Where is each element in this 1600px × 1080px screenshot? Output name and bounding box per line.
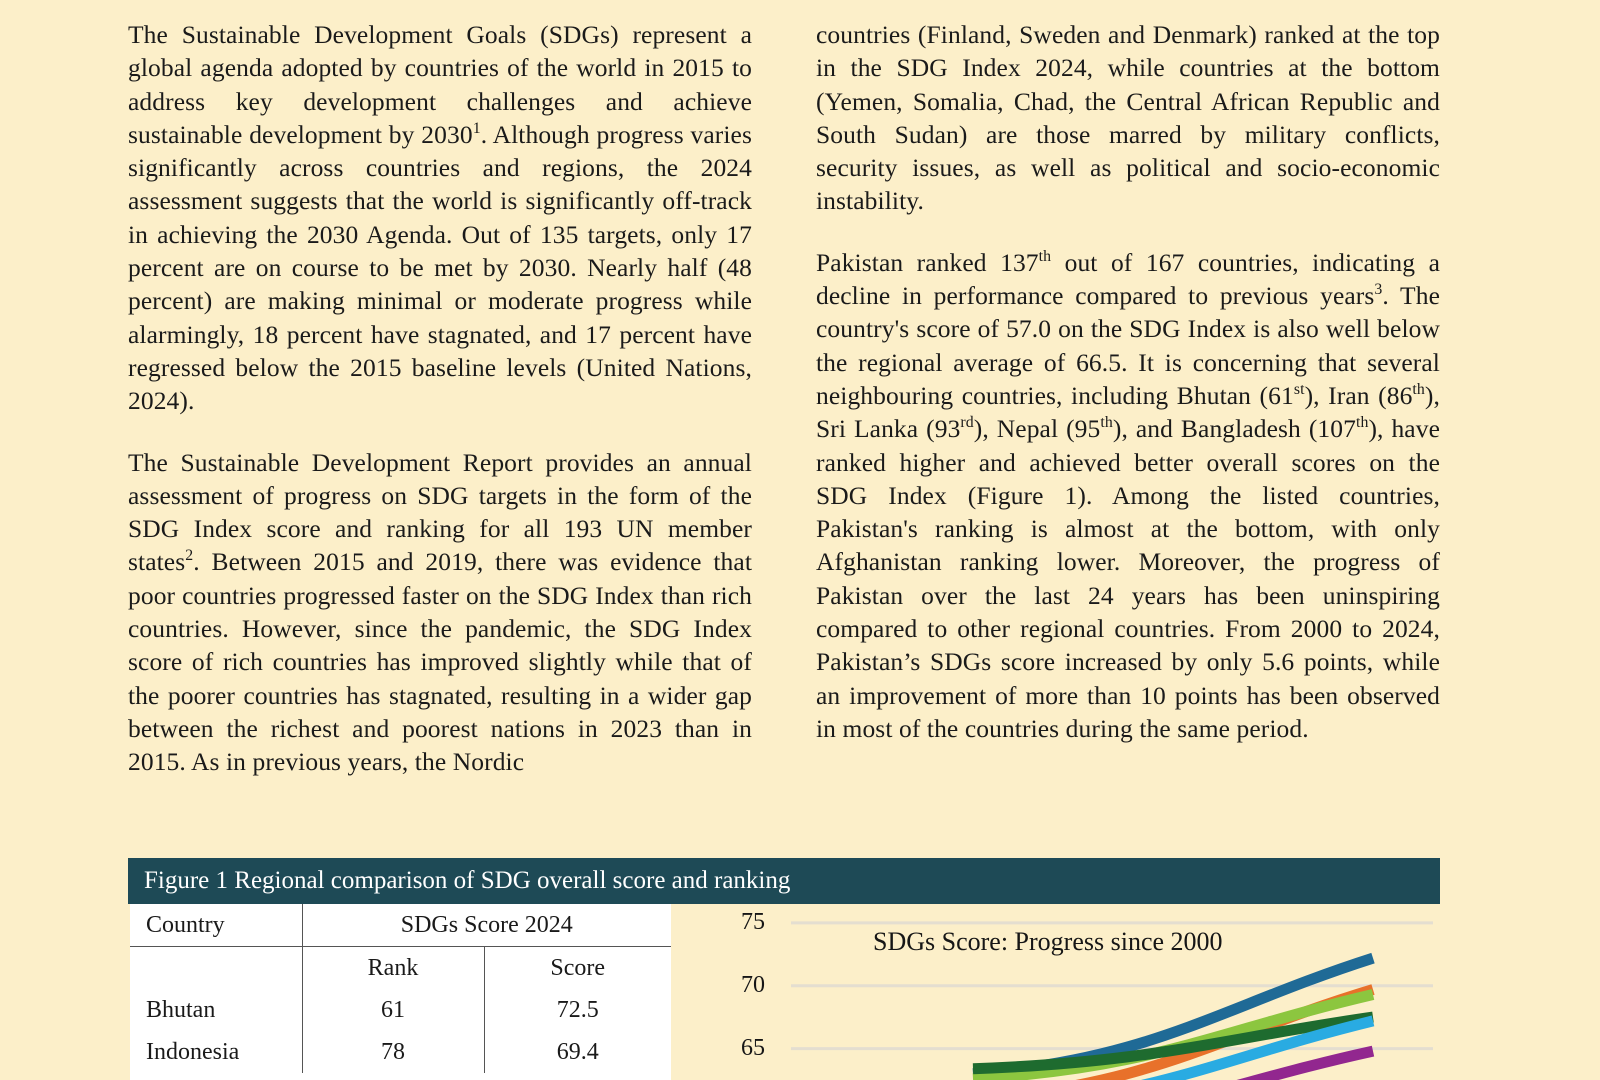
cell-score: 69.4 — [484, 1031, 671, 1073]
figure-caption-bar — [128, 858, 1440, 904]
y-tick-label-65: 65 — [741, 1034, 765, 1061]
figure-body — [128, 904, 1440, 1080]
sdg-table-container — [130, 904, 671, 1080]
cell-rank: 61 — [302, 989, 484, 1031]
column-header-country: Country — [130, 904, 302, 947]
cell-score: 72.5 — [484, 989, 671, 1031]
text-column-left — [128, 18, 752, 779]
paragraph-right-1: countries (Finland, Sweden and Denmark) ranked at the top in the SDG Index 2024, while countries at the bottom (Yemen, Somalia, Chad, the Central African Republic and South Sudan) are those marred by military conflicts, security issues, as well as political and socio-economic instability. — [816, 20, 1440, 216]
column-header-group: SDGs Score 2024 — [302, 904, 671, 947]
sdg-progress-chart — [673, 904, 1440, 1080]
cell-country: Indonesia — [146, 1039, 240, 1065]
sdg-table-body — [130, 989, 671, 1073]
figure-1 — [128, 858, 1440, 1080]
cell-rank: 78 — [302, 1031, 484, 1073]
paragraph-left-2: The Sustainable Development Report provides an annual assessment of progress on SDG targets in the form of the SDG Index score and ranking for all 193 UN member states$^2$. Between 2015 and 2019, there was evidence that poor countries progressed faster on the SDG Index than rich countries. However, since the pandemic, the SDG Index score of rich countries has improved slightly while that of the poorer countries has stagnated, resulting in a wider gap between the richest and poorest nations in 2023 than in 2015. As in previous years, the Nordic — [128, 447, 752, 777]
column-header-rank: Rank — [302, 947, 484, 990]
column-header-score: Score — [484, 947, 671, 990]
cell-country: Bhutan — [146, 997, 216, 1023]
table-row — [130, 1031, 671, 1073]
paragraph-right-2: Pakistan ranked 137th out of 167 countries, indicating a decline in performance compared to previous years$^3$. The country's score of 57.0 on the SDG Index is also well below the regional average of 66.5. It is concerning that several neighbouring countries, including Bhutan (61st), Iran (86th), Sri Lanka (93rd), Nepal (95th), and Bangladesh (107th), have ranked higher and achieved better overall scores on the SDG Index (Figure 1). Among the listed countries, Pakistan's ranking is almost at the bottom, with only Afghanistan ranking lower. Moreover, the progress of Pakistan over the last 24 years has been uninspiring compared to other regional countries. From 2000 to 2024, Pakistan’s SDGs score increased by only 5.6 points, while an improvement of more than 10 points has been observed in most of the countries during the same period. — [816, 247, 1440, 743]
y-tick-label-70: 70 — [741, 971, 765, 998]
column-header-blank — [130, 947, 302, 990]
paragraph-left-1: The Sustainable Development Goals (SDGs) represent a global agenda adopted by countries of the world in 2015 to address key development challenges and achieve sustainable development by 2030$^1$. Although progress varies significantly across countries and regions, the 2024 assessment suggests that the world is significantly off-track in achieving the 2030 Agenda. Out of 135 targets, only 17 percent are on course to be met by 2030. Nearly half (48 percent) are making minimal or moderate progress while alarmingly, 18 percent have stagnated, and 17 percent have regressed below the 2015 baseline levels (United Nations, 2024). — [128, 20, 752, 416]
sdg-table — [130, 904, 671, 1073]
text-column-right — [816, 18, 1440, 745]
chart-title: SDGs Score: Progress since 2000 — [873, 927, 1223, 956]
figure-caption-text: Figure 1 Regional comparison of SDG overall score and ranking — [144, 867, 791, 894]
table-header-row-1 — [130, 904, 671, 947]
table-header-row-2 — [130, 947, 671, 990]
table-row — [130, 989, 671, 1031]
y-tick-label-75: 75 — [741, 908, 765, 935]
